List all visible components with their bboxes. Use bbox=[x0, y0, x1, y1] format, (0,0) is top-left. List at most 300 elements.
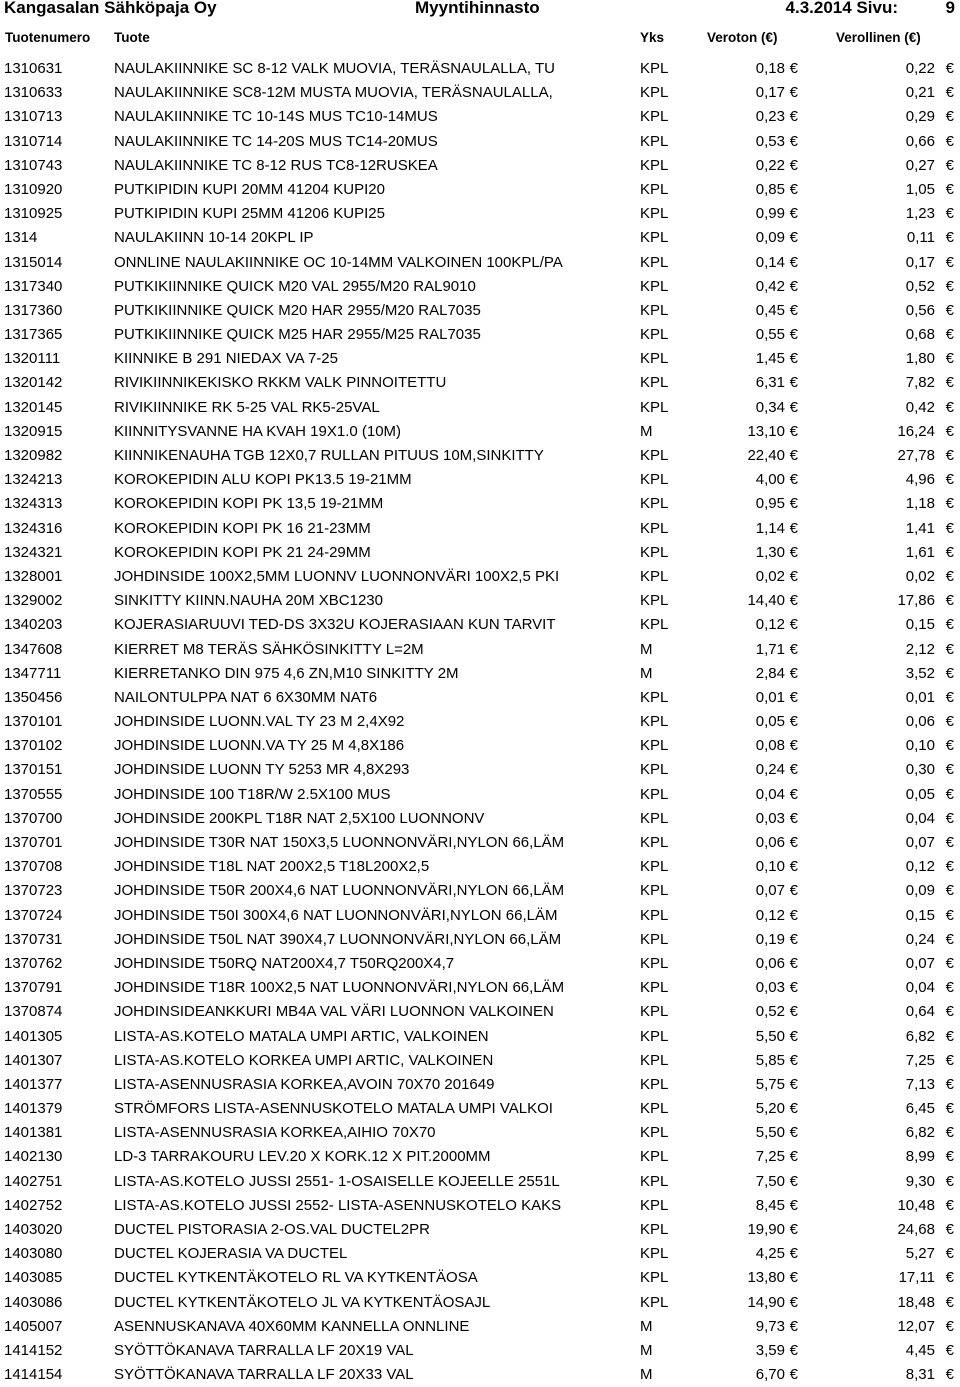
net-price: 0,19 bbox=[755, 930, 785, 948]
product-unit: KPL bbox=[640, 301, 669, 319]
net-price: 0,07 bbox=[755, 882, 785, 900]
table-row bbox=[0, 1315, 960, 1339]
product-name: NAULAKIINNIKE TC 14-20S MUS TC14-20MUS bbox=[114, 132, 438, 150]
euro-symbol: € bbox=[789, 906, 798, 924]
table-row bbox=[0, 710, 960, 734]
product-code: 1324213 bbox=[4, 471, 63, 489]
product-name: JOHDINSIDE T50L NAT 390X4,7 LUONNONVÄRI,NYLON 66,LÄM bbox=[114, 930, 562, 948]
table-row bbox=[0, 81, 960, 105]
product-unit: KPL bbox=[640, 84, 669, 102]
table-row bbox=[0, 1291, 960, 1315]
euro-symbol: € bbox=[789, 519, 798, 537]
net-price: 0,24 bbox=[755, 761, 785, 779]
product-name: RIVIKIINNIKE RK 5-25 VAL RK5-25VAL bbox=[114, 398, 380, 416]
gross-price: 0,15 bbox=[905, 616, 935, 634]
gross-price: 0,04 bbox=[905, 809, 935, 827]
gross-price: 0,56 bbox=[905, 301, 935, 319]
product-name: SYÖTTÖKANAVA TARRALLA LF 20X33 VAL bbox=[114, 1366, 414, 1384]
table-row bbox=[0, 420, 960, 444]
net-price: 0,03 bbox=[755, 809, 785, 827]
net-price: 5,75 bbox=[755, 1075, 785, 1093]
euro-symbol: € bbox=[789, 229, 798, 247]
product-code: 1414154 bbox=[4, 1366, 63, 1384]
product-unit: KPL bbox=[640, 616, 669, 634]
gross-price: 1,18 bbox=[905, 495, 935, 513]
product-name: LISTA-AS.KOTELO KORKEA UMPI ARTIC, VALKOINEN bbox=[114, 1051, 494, 1069]
gross-price: 0,04 bbox=[905, 979, 935, 997]
euro-symbol: € bbox=[789, 640, 798, 658]
product-name: DUCTEL PISTORASIA 2-OS.VAL DUCTEL2PR bbox=[114, 1221, 430, 1238]
net-price: 22,40 bbox=[747, 447, 785, 464]
euro-symbol: € bbox=[789, 350, 798, 368]
net-price: 0,99 bbox=[755, 205, 785, 223]
product-unit: KPL bbox=[640, 350, 669, 368]
column-header-unit: Yks bbox=[640, 30, 665, 45]
product-name: JOHDINSIDE 200KPL T18R NAT 2,5X100 LUONNONV bbox=[114, 809, 485, 827]
gross-price: 0,11 bbox=[906, 229, 935, 247]
product-name: NAULAKIINN 10-14 20KPL IP bbox=[114, 229, 314, 247]
product-name: KIERRET M8 TERÄS SÄHKÖSINKITTY L=2M bbox=[114, 640, 424, 658]
euro-symbol: € bbox=[789, 301, 798, 319]
column-header-gross-price: Verollinen (€) bbox=[836, 30, 921, 45]
euro-symbol: € bbox=[789, 471, 798, 489]
table-row bbox=[0, 565, 960, 589]
euro-symbol: € bbox=[789, 1245, 798, 1263]
product-code: 1370723 bbox=[4, 882, 63, 900]
table-row bbox=[0, 251, 960, 275]
net-price: 0,06 bbox=[755, 954, 785, 972]
product-code: 1401305 bbox=[4, 1027, 63, 1045]
net-price: 4,25 bbox=[755, 1245, 785, 1263]
gross-price: 0,30 bbox=[905, 761, 935, 779]
product-unit: KPL bbox=[640, 979, 669, 997]
euro-symbol: € bbox=[945, 1293, 954, 1311]
euro-symbol: € bbox=[945, 60, 954, 77]
net-price: 7,50 bbox=[755, 1172, 785, 1190]
product-code: 1320145 bbox=[4, 398, 63, 416]
product-code: 1370700 bbox=[4, 809, 63, 827]
product-name: JOHDINSIDE T50I 300X4,6 NAT LUONNONVÄRI,NYLON 66,LÄM bbox=[114, 906, 558, 924]
product-code: 1315014 bbox=[4, 253, 63, 271]
product-code: 1402130 bbox=[4, 1148, 63, 1166]
gross-price: 4,96 bbox=[905, 471, 935, 489]
product-name: LD-3 TARRAKOURU LEV.20 X KORK.12 X PIT.2000MM bbox=[114, 1148, 491, 1166]
net-price: 0,05 bbox=[755, 713, 785, 731]
product-code: 1370762 bbox=[4, 954, 63, 972]
table-row bbox=[0, 371, 960, 395]
net-price: 1,30 bbox=[755, 543, 785, 561]
product-name: DUCTEL KYTKENTÄKOTELO JL VA KYTKENTÄOSAJL bbox=[114, 1293, 491, 1311]
euro-symbol: € bbox=[945, 156, 954, 174]
product-name: KIINNIKE B 291 NIEDAX VA 7-25 bbox=[114, 350, 338, 368]
euro-symbol: € bbox=[789, 979, 798, 997]
table-row bbox=[0, 492, 960, 516]
euro-symbol: € bbox=[789, 132, 798, 150]
product-name: JOHDINSIDE T50R 200X4,6 NAT LUONNONVÄRI,NYLON 66,LÄM bbox=[114, 882, 565, 900]
euro-symbol: € bbox=[789, 1075, 798, 1093]
net-price: 0,17 bbox=[755, 84, 785, 102]
gross-price: 16,24 bbox=[897, 422, 935, 440]
euro-symbol: € bbox=[945, 1172, 954, 1190]
gross-price: 0,29 bbox=[905, 108, 935, 126]
table-row bbox=[0, 734, 960, 758]
product-code: 1317365 bbox=[4, 326, 63, 344]
euro-symbol: € bbox=[945, 398, 954, 416]
euro-symbol: € bbox=[789, 1100, 798, 1118]
product-name: KOROKEPIDIN KOPI PK 13,5 19-21MM bbox=[114, 495, 384, 513]
table-row bbox=[0, 928, 960, 952]
table-row bbox=[0, 686, 960, 710]
product-name: KOROKEPIDIN KOPI PK 16 21-23MM bbox=[114, 519, 371, 537]
gross-price: 7,82 bbox=[905, 374, 935, 392]
euro-symbol: € bbox=[789, 1051, 798, 1069]
euro-symbol: € bbox=[945, 132, 954, 150]
product-name: DUCTEL KOJERASIA VA DUCTEL bbox=[114, 1245, 348, 1263]
net-price: 14,90 bbox=[747, 1293, 785, 1311]
product-name: NAILONTULPPA NAT 6 6X30MM NAT6 bbox=[114, 688, 378, 706]
product-unit: KPL bbox=[640, 882, 669, 900]
net-price: 0,01 bbox=[755, 688, 785, 706]
product-name: KIINNIKENAUHA TGB 12X0,7 RULLAN PITUUS 10M,SINKITTY bbox=[114, 447, 544, 464]
product-code: 1370724 bbox=[4, 906, 63, 924]
table-row bbox=[0, 662, 960, 686]
product-unit: KPL bbox=[640, 761, 669, 779]
net-price: 0,53 bbox=[755, 132, 785, 150]
net-price: 0,23 bbox=[755, 108, 785, 126]
euro-symbol: € bbox=[945, 1269, 954, 1287]
euro-symbol: € bbox=[945, 1341, 954, 1359]
table-row bbox=[0, 952, 960, 976]
euro-symbol: € bbox=[945, 253, 954, 271]
product-code: 1310714 bbox=[4, 132, 63, 150]
euro-symbol: € bbox=[789, 688, 798, 706]
table-row bbox=[0, 299, 960, 323]
gross-price: 0,68 bbox=[905, 326, 935, 344]
product-unit: KPL bbox=[640, 229, 669, 247]
euro-symbol: € bbox=[789, 447, 798, 464]
page-header bbox=[0, 0, 960, 22]
product-code: 1403080 bbox=[4, 1245, 63, 1263]
gross-price: 8,99 bbox=[905, 1148, 935, 1166]
gross-price: 8,31 bbox=[905, 1366, 935, 1384]
product-name: KOJERASIARUUVI TED-DS 3X32U KOJERASIAAN KUN TARVIT bbox=[114, 616, 556, 634]
euro-symbol: € bbox=[945, 1221, 954, 1238]
product-unit: KPL bbox=[640, 1027, 669, 1045]
product-unit: KPL bbox=[640, 180, 669, 198]
product-unit: M bbox=[640, 640, 653, 658]
product-unit: KPL bbox=[640, 1172, 669, 1190]
column-header-product: Tuote bbox=[114, 30, 150, 45]
table-row bbox=[0, 831, 960, 855]
euro-symbol: € bbox=[945, 108, 954, 126]
product-unit: KPL bbox=[640, 60, 669, 77]
net-price: 0,03 bbox=[755, 979, 785, 997]
euro-symbol: € bbox=[789, 1221, 798, 1238]
product-name: STRÖMFORS LISTA-ASENNUSKOTELO MATALA UMPI VALKOI bbox=[114, 1100, 553, 1118]
product-unit: KPL bbox=[640, 713, 669, 731]
gross-price: 0,15 bbox=[905, 906, 935, 924]
product-name: LISTA-AS.KOTELO MATALA UMPI ARTIC, VALKOINEN bbox=[114, 1027, 489, 1045]
gross-price: 0,07 bbox=[905, 834, 935, 851]
euro-symbol: € bbox=[945, 713, 954, 731]
euro-symbol: € bbox=[789, 809, 798, 827]
table-row bbox=[0, 1049, 960, 1073]
table-row bbox=[0, 1000, 960, 1024]
product-unit: KPL bbox=[640, 519, 669, 537]
product-code: 1324321 bbox=[4, 543, 63, 561]
euro-symbol: € bbox=[789, 543, 798, 561]
euro-symbol: € bbox=[945, 519, 954, 537]
product-unit: KPL bbox=[640, 374, 669, 392]
euro-symbol: € bbox=[789, 567, 798, 585]
product-code: 1324313 bbox=[4, 495, 63, 513]
product-name: LISTA-ASENNUSRASIA KORKEA,AIHIO 70X70 bbox=[114, 1124, 436, 1142]
product-name: ASENNUSKANAVA 40X60MM KANNELLA ONNLINE bbox=[114, 1317, 470, 1335]
product-unit: KPL bbox=[640, 592, 669, 610]
product-unit: KPL bbox=[640, 809, 669, 827]
table-row bbox=[0, 444, 960, 468]
euro-symbol: € bbox=[945, 543, 954, 561]
gross-price: 0,52 bbox=[905, 277, 935, 295]
gross-price: 1,61 bbox=[905, 543, 935, 561]
gross-price: 0,42 bbox=[905, 398, 935, 416]
euro-symbol: € bbox=[945, 277, 954, 295]
euro-symbol: € bbox=[789, 1196, 798, 1214]
euro-symbol: € bbox=[789, 761, 798, 779]
product-name: NAULAKIINNIKE SC8-12M MUSTA MUOVIA, TERÄSNAULALLA, bbox=[114, 84, 553, 102]
product-code: 1310713 bbox=[4, 108, 63, 126]
net-price: 0,06 bbox=[755, 834, 785, 851]
euro-symbol: € bbox=[789, 495, 798, 513]
euro-symbol: € bbox=[945, 1075, 954, 1093]
net-price: 1,45 bbox=[755, 350, 785, 368]
euro-symbol: € bbox=[945, 326, 954, 344]
table-row bbox=[0, 1339, 960, 1363]
product-name: PUTKIPIDIN KUPI 20MM 41204 KUPI20 bbox=[114, 180, 385, 198]
gross-price: 6,45 bbox=[905, 1100, 935, 1118]
product-code: 1324316 bbox=[4, 519, 63, 537]
gross-price: 27,78 bbox=[897, 447, 935, 464]
table-row bbox=[0, 758, 960, 782]
table-row bbox=[0, 904, 960, 928]
gross-price: 0,21 bbox=[905, 84, 935, 102]
table-row bbox=[0, 154, 960, 178]
euro-symbol: € bbox=[945, 858, 954, 876]
gross-price: 0,02 bbox=[905, 567, 935, 585]
euro-symbol: € bbox=[945, 1366, 954, 1384]
table-row bbox=[0, 468, 960, 492]
euro-symbol: € bbox=[945, 422, 954, 440]
euro-symbol: € bbox=[789, 398, 798, 416]
product-unit: KPL bbox=[640, 205, 669, 223]
euro-symbol: € bbox=[945, 374, 954, 392]
product-code: 1310920 bbox=[4, 180, 63, 198]
product-name: JOHDINSIDE LUONN.VAL TY 23 M 2,4X92 bbox=[114, 713, 405, 731]
euro-symbol: € bbox=[789, 205, 798, 223]
net-price: 13,10 bbox=[747, 422, 785, 440]
euro-symbol: € bbox=[945, 1317, 954, 1335]
euro-symbol: € bbox=[945, 834, 954, 851]
euro-symbol: € bbox=[789, 1148, 798, 1166]
euro-symbol: € bbox=[945, 1051, 954, 1069]
gross-price: 6,82 bbox=[905, 1027, 935, 1045]
net-price: 0,09 bbox=[755, 229, 785, 247]
gross-price: 17,86 bbox=[897, 592, 935, 610]
table-row bbox=[0, 613, 960, 637]
net-price: 7,25 bbox=[755, 1148, 785, 1166]
net-price: 8,45 bbox=[755, 1196, 785, 1214]
product-code: 1370701 bbox=[4, 834, 63, 851]
product-code: 1317360 bbox=[4, 301, 63, 319]
table-row bbox=[0, 323, 960, 347]
product-unit: KPL bbox=[640, 688, 669, 706]
product-code: 1329002 bbox=[4, 592, 63, 610]
euro-symbol: € bbox=[945, 84, 954, 102]
euro-symbol: € bbox=[789, 785, 798, 803]
table-row bbox=[0, 105, 960, 129]
net-price: 0,55 bbox=[755, 326, 785, 344]
product-unit: KPL bbox=[640, 132, 669, 150]
product-unit: KPL bbox=[640, 495, 669, 513]
table-row bbox=[0, 1363, 960, 1387]
gross-price: 5,27 bbox=[905, 1245, 935, 1263]
table-row bbox=[0, 589, 960, 613]
euro-symbol: € bbox=[945, 205, 954, 223]
product-code: 1320111 bbox=[4, 350, 61, 368]
gross-price: 0,09 bbox=[905, 882, 935, 900]
table-row bbox=[0, 1266, 960, 1290]
euro-symbol: € bbox=[789, 180, 798, 198]
euro-symbol: € bbox=[945, 1124, 954, 1142]
product-code: 1403085 bbox=[4, 1269, 63, 1287]
product-unit: M bbox=[640, 1366, 653, 1384]
table-row bbox=[0, 396, 960, 420]
product-unit: KPL bbox=[640, 1051, 669, 1069]
euro-symbol: € bbox=[789, 664, 798, 682]
net-price: 9,73 bbox=[755, 1317, 785, 1335]
product-name: JOHDINSIDE T50RQ NAT200X4,7 T50RQ200X4,7 bbox=[114, 954, 455, 972]
net-price: 0,22 bbox=[755, 156, 785, 174]
euro-symbol: € bbox=[945, 640, 954, 658]
column-header-code: Tuotenumero bbox=[5, 30, 91, 45]
euro-symbol: € bbox=[945, 592, 954, 610]
gross-price: 1,41 bbox=[905, 519, 935, 537]
product-name: PUTKIPIDIN KUPI 25MM 41206 KUPI25 bbox=[114, 205, 385, 223]
product-code: 1370102 bbox=[4, 737, 63, 755]
page-number: 9 bbox=[945, 0, 955, 17]
product-code: 1310631 bbox=[4, 60, 63, 77]
euro-symbol: € bbox=[789, 954, 798, 972]
table-row bbox=[0, 1194, 960, 1218]
product-unit: KPL bbox=[640, 277, 669, 295]
gross-price: 0,22 bbox=[905, 60, 935, 77]
euro-symbol: € bbox=[789, 1003, 798, 1021]
product-unit: KPL bbox=[640, 858, 669, 876]
table-row bbox=[0, 275, 960, 299]
product-code: 1320982 bbox=[4, 447, 63, 464]
net-price: 13,80 bbox=[747, 1269, 785, 1287]
euro-symbol: € bbox=[789, 84, 798, 102]
table-row bbox=[0, 783, 960, 807]
product-name: JOHDINSIDE LUONN TY 5253 MR 4,8X293 bbox=[114, 761, 410, 779]
product-unit: KPL bbox=[640, 1148, 669, 1166]
net-price: 0,12 bbox=[755, 616, 785, 634]
net-price: 19,90 bbox=[747, 1221, 785, 1238]
net-price: 0,42 bbox=[755, 277, 785, 295]
product-name: RIVIKIINNIKEKISKO RKKM VALK PINNOITETTU bbox=[114, 374, 447, 392]
net-price: 0,95 bbox=[755, 495, 785, 513]
product-unit: KPL bbox=[640, 1003, 669, 1021]
product-name: NAULAKIINNIKE TC 10-14S MUS TC10-14MUS bbox=[114, 108, 438, 126]
euro-symbol: € bbox=[789, 713, 798, 731]
euro-symbol: € bbox=[789, 882, 798, 900]
product-code: 1401377 bbox=[4, 1075, 63, 1093]
net-price: 5,20 bbox=[755, 1100, 785, 1118]
euro-symbol: € bbox=[945, 809, 954, 827]
product-name: LISTA-AS.KOTELO JUSSI 2551- 1-OSAISELLE KOJEELLE 2551L bbox=[114, 1172, 560, 1190]
euro-symbol: € bbox=[789, 60, 798, 77]
product-code: 1370708 bbox=[4, 858, 63, 876]
net-price: 5,50 bbox=[755, 1027, 785, 1045]
product-unit: KPL bbox=[640, 1293, 669, 1311]
gross-price: 18,48 bbox=[897, 1293, 935, 1311]
product-name: KOROKEPIDIN KOPI PK 21 24-29MM bbox=[114, 543, 371, 561]
product-unit: KPL bbox=[640, 1075, 669, 1093]
product-code: 1370151 bbox=[4, 761, 63, 779]
gross-price: 7,13 bbox=[905, 1075, 935, 1093]
gross-price: 12,07 bbox=[897, 1317, 935, 1335]
price-table bbox=[0, 57, 960, 1387]
gross-price: 0,01 bbox=[905, 688, 935, 706]
product-code: 1401381 bbox=[4, 1124, 63, 1142]
column-header-net-price: Veroton (€) bbox=[707, 30, 778, 45]
product-code: 1310633 bbox=[4, 84, 63, 102]
product-unit: KPL bbox=[640, 326, 669, 344]
euro-symbol: € bbox=[945, 761, 954, 779]
euro-symbol: € bbox=[945, 471, 954, 489]
euro-symbol: € bbox=[945, 616, 954, 634]
product-code: 1317340 bbox=[4, 277, 63, 295]
euro-symbol: € bbox=[945, 1100, 954, 1118]
euro-symbol: € bbox=[789, 1341, 798, 1359]
net-price: 2,84 bbox=[755, 664, 785, 682]
euro-symbol: € bbox=[945, 785, 954, 803]
product-code: 1320142 bbox=[4, 374, 63, 392]
product-code: 1320915 bbox=[4, 422, 63, 440]
gross-price: 10,48 bbox=[897, 1196, 935, 1214]
table-row bbox=[0, 1242, 960, 1266]
product-name: KIINNITYSVANNE HA KVAH 19X1.0 (10M) bbox=[114, 422, 402, 440]
product-code: 1370555 bbox=[4, 785, 63, 803]
net-price: 5,85 bbox=[755, 1051, 785, 1069]
gross-price: 0,05 bbox=[905, 785, 935, 803]
product-unit: KPL bbox=[640, 253, 669, 271]
gross-price: 0,10 bbox=[905, 737, 935, 755]
net-price: 0,14 bbox=[755, 253, 785, 271]
product-unit: KPL bbox=[640, 906, 669, 924]
product-unit: M bbox=[640, 1341, 653, 1359]
table-row bbox=[0, 1073, 960, 1097]
table-row bbox=[0, 541, 960, 565]
table-row bbox=[0, 517, 960, 541]
euro-symbol: € bbox=[945, 1003, 954, 1021]
euro-symbol: € bbox=[945, 229, 954, 247]
table-row bbox=[0, 638, 960, 662]
net-price: 0,04 bbox=[755, 785, 785, 803]
net-price: 0,08 bbox=[755, 737, 785, 755]
table-row bbox=[0, 1025, 960, 1049]
gross-price: 1,80 bbox=[905, 350, 935, 368]
